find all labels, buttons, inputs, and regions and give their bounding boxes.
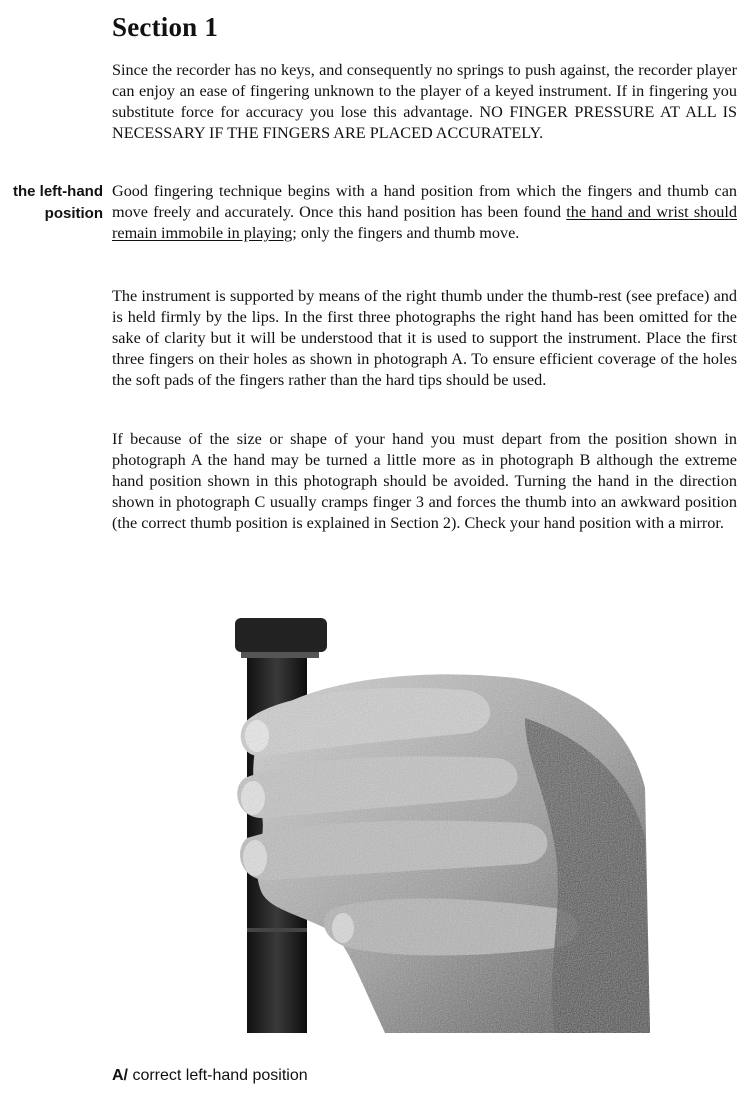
underlined-emphasis: the hand and wrist should remain immobile in playing (112, 203, 737, 242)
section-title: Section 1 (112, 12, 219, 42)
paragraph-text: Good fingering technique begins with a hand position from which the fingers and thumb can move freely and accurately. Once this hand position has been found (112, 182, 737, 221)
margin-heading-line-2: position (44, 205, 103, 222)
caption-text: correct left-hand position (128, 1067, 308, 1084)
photograph-a (225, 608, 650, 1033)
hand-variation-paragraph: If because of the size or shape of your hand you must depart from the position shown in photograph A the hand may be turned a little more as in photograph B although the extreme hand position shown in this photograph should be avoided. Turning the hand in the direction shown in photograph C usually cramps finger 3 and forces the thumb into an awkward position (the correct thumb position is explained in Section 2). Check your hand position with a mirror. (112, 430, 737, 532)
margin-heading-line-1: the left-hand (13, 183, 103, 200)
intro-paragraph: Since the recorder has no keys, and consequently no springs to push against, the recorder player can enjoy an ease of fingering unknown to the player of a keyed instrument. If in fingering you substitute force for accuracy you lose this advantage. NO FINGER PRESSURE AT ALL IS NECESSARY IF THE FINGERS ARE PLACED ACCURATELY. (112, 61, 737, 142)
support-paragraph: The instrument is supported by means of the right thumb under the thumb-rest (see preface) and is held firmly by the lips. In the first three photographs the right hand has been omitted for the sake of clarity but it will be understood that it is used to support the instrument. Place the first three fingers on their holes as shown in photograph A. To ensure efficient coverage of the holes the soft pads of the fingers rather than the hard tips should be used. (112, 287, 737, 389)
paragraph-text: ; only the fingers and thumb move. (292, 224, 520, 242)
figure-caption (112, 1067, 308, 1085)
hand-position-paragraph (112, 181, 737, 244)
figure-label: A/ (112, 1067, 128, 1084)
margin-heading (0, 181, 103, 225)
